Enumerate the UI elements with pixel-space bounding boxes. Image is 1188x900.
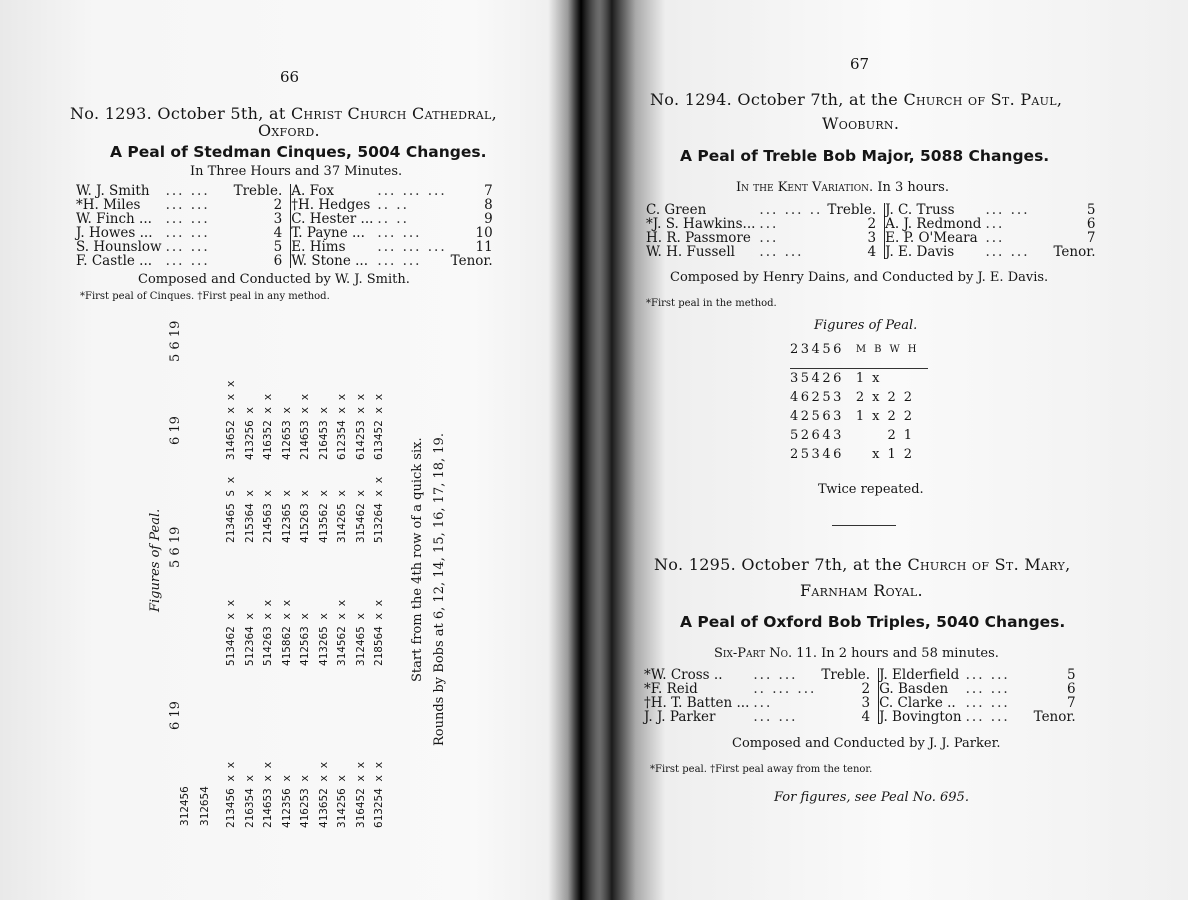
leader-dots: ... ... — [965, 695, 1010, 711]
col-h: H — [907, 344, 917, 355]
figures-row: 216453 x — [316, 407, 330, 460]
col-m: M — [855, 344, 867, 355]
leader-dots: ... ... — [965, 667, 1010, 683]
figures-row: 514263 x x — [261, 599, 274, 666]
leader-dots: ... ... — [165, 211, 210, 227]
part-text: Six-Part No. 11. — [714, 646, 817, 661]
bell-number: 5 — [1086, 202, 1096, 218]
figures-row: 513264 x x — [372, 476, 385, 543]
leader-dots: ... — [759, 216, 779, 232]
ringer-row — [76, 254, 286, 268]
ringer-name: †H. Hedges — [291, 197, 371, 213]
figures-row: 215364 x — [242, 490, 256, 543]
bell-number: 8 — [484, 197, 493, 213]
figures-row: 413256 x — [242, 407, 256, 460]
ringer-name: *W. Cross .. — [644, 667, 723, 683]
peal-title: A Peal of Treble Bob Major, 5088 Changes. — [680, 147, 1050, 165]
ringer-row — [291, 212, 496, 226]
figures-row: 412563 x — [298, 613, 311, 666]
leader-dots: ... ... ... — [377, 239, 447, 255]
figures-row — [786, 426, 916, 445]
ringer-name: *F. Reid — [644, 681, 698, 697]
bell-number: 4 — [861, 709, 871, 725]
page-number: 66 — [280, 68, 300, 86]
figures-cell-h: 2 — [903, 409, 913, 424]
figures-row: 415263 x — [298, 490, 311, 543]
peal-town: Farnham Royal. — [800, 581, 923, 600]
bell-number: 5 — [273, 239, 283, 255]
leader-dots: ... ... — [165, 183, 210, 199]
bell-number: 6 — [1086, 216, 1096, 232]
ringer-row — [646, 231, 880, 245]
figures-row: 314265 x — [335, 490, 348, 543]
figures-table — [786, 340, 920, 464]
ringer-name: J. Elderfield — [879, 667, 960, 683]
ringer-name: S. Hounslow — [76, 239, 162, 255]
ringer-name: A. J. Redmond — [885, 216, 982, 232]
ringer-row — [885, 245, 1099, 259]
bell-number: Treble. — [827, 202, 877, 218]
ringers-table — [76, 184, 501, 268]
figures-label: Figures of Peal. — [814, 318, 918, 333]
bell-number: 7 — [1086, 230, 1096, 246]
figures-row: 216354 x — [242, 775, 256, 828]
ringer-row — [885, 217, 1099, 231]
ringer-row — [879, 696, 1080, 710]
figures-cell-h: 1 — [903, 428, 913, 443]
repeat-note: Twice repeated. — [818, 482, 924, 497]
leader-dots: ... ... — [377, 253, 422, 269]
ringer-name: J. J. Parker — [644, 709, 716, 725]
ringer-name: J. C. Truss — [885, 202, 955, 218]
figures-row: 214563 x — [261, 490, 274, 543]
leader-dots: ... ... — [165, 197, 210, 213]
ringer-name: J. Bovington — [879, 709, 962, 725]
ringer-name: H. R. Passmore — [646, 230, 751, 246]
figures-cell-m: 1 — [855, 371, 865, 386]
figures-row: 412365 x — [279, 490, 293, 543]
figures-row: 413265 x — [316, 613, 330, 666]
figures-cell-m — [852, 426, 868, 445]
ringer-row — [644, 696, 874, 710]
figures-row: 416253 x — [298, 775, 311, 828]
section-divider — [832, 525, 896, 526]
figures-row — [786, 407, 916, 426]
figures-row: 214653 x x — [261, 761, 274, 828]
figures-cell-b: x — [872, 409, 880, 424]
ringer-row — [879, 668, 1080, 682]
leader-dots: ... — [753, 695, 773, 711]
figures-cell-m: 2 — [855, 390, 865, 405]
peal-duration: In Three Hours and 37 Minutes. — [190, 164, 403, 179]
figures-row: 513462 x x — [224, 599, 237, 666]
peal-heading — [650, 90, 1062, 109]
ringer-row — [76, 184, 286, 198]
composer-line: Composed by Henry Dains, and Conducted by J. E. Davis. — [670, 270, 1049, 285]
leader-dots: .. .. — [377, 197, 409, 213]
ringer-name: E. Hims — [291, 239, 346, 255]
figures-row: 612354 x x — [335, 393, 348, 460]
figures-cell-row: 42563 — [790, 409, 844, 424]
ringer-name: F. Castle ... — [76, 253, 153, 269]
figures-header-row-label: 23456 — [790, 342, 844, 357]
peal-title: A Peal of Stedman Cinques, 5004 Changes. — [110, 143, 487, 161]
peal-number: No. 1295. — [654, 555, 737, 574]
bell-number: 4 — [867, 244, 877, 260]
leader-dots: ... ... — [165, 253, 210, 269]
leader-dots: ... ... — [753, 667, 798, 683]
figures-cell-b — [868, 426, 883, 445]
figures-cell-row: 46253 — [790, 390, 844, 405]
ringer-row — [76, 226, 286, 240]
figures-header-row — [786, 340, 920, 359]
composer-line: Composed and Conducted by J. J. Parker. — [732, 736, 1001, 751]
peal-heading — [654, 555, 1070, 574]
figures-row: 415862 x x — [279, 599, 293, 666]
peal-town: Oxford. — [258, 121, 320, 140]
figures-row: 613254 x x — [372, 761, 385, 828]
peal-part — [714, 646, 999, 661]
figures-block-header: 5 6 19 — [168, 526, 183, 568]
bell-number: 3 — [861, 695, 871, 711]
figures-cell-w: 1 — [887, 447, 896, 462]
ringer-row — [879, 710, 1080, 724]
leader-dots: .. .. — [377, 211, 409, 227]
footnote: *First peal in the method. — [646, 298, 777, 309]
figures-row: 413652 x x — [316, 761, 330, 828]
ringer-row — [879, 682, 1080, 696]
bell-number: 6 — [1067, 681, 1076, 697]
ringer-name: J. Howes ... — [76, 225, 153, 241]
rounds-note: Rounds by Bobs at 6, 12, 14, 15, 16, 17, 18, 19. — [432, 433, 447, 746]
ringer-row — [76, 198, 286, 212]
figures-cell-m: 1 — [855, 409, 865, 424]
bell-number: 4 — [273, 225, 283, 241]
figures-cell-h: 2 — [903, 447, 913, 462]
ringer-row — [644, 668, 874, 682]
leader-dots: ... ... — [165, 225, 210, 241]
ringer-row — [291, 184, 496, 198]
ringer-row — [646, 203, 880, 217]
figures-row — [786, 388, 916, 407]
ringer-row — [291, 226, 496, 240]
bell-number: 11 — [475, 239, 493, 255]
figures-cell-m — [852, 445, 868, 464]
bell-number: 2 — [273, 197, 283, 213]
bell-number: 9 — [484, 211, 493, 227]
peal-number: No. 1294. — [650, 90, 733, 109]
duration-text: In 3 hours. — [877, 180, 949, 195]
ringer-row — [76, 240, 286, 254]
figures-row: 314652 x x x — [224, 380, 237, 460]
figures-row: 614253 x x — [353, 393, 367, 460]
book-gutter — [548, 0, 614, 900]
bell-number: Tenor. — [1033, 709, 1076, 725]
peal-date: October 7th, at the — [741, 555, 903, 574]
bell-number: 3 — [273, 211, 283, 227]
peal-place: Church of St. Paul, — [903, 90, 1063, 109]
leader-dots: ... ... — [985, 202, 1030, 218]
bell-number: 2 — [867, 216, 877, 232]
variation-text: In the Kent Variation. — [736, 180, 874, 195]
peal-title: A Peal of Oxford Bob Triples, 5040 Changes. — [680, 613, 1066, 631]
ringer-name: C. Green — [646, 202, 707, 218]
ringer-row — [885, 203, 1099, 217]
ringer-row — [646, 217, 880, 231]
bell-number: 10 — [475, 225, 493, 241]
figures-cell-w: 2 — [887, 409, 896, 424]
bell-number: Tenor. — [450, 253, 493, 269]
leader-dots: ... ... — [165, 239, 210, 255]
leader-dots: ... ... — [965, 709, 1010, 725]
composer-line: Composed and Conducted by W. J. Smith. — [138, 272, 410, 287]
footnote: *First peal of Cinques. †First peal in any method. — [80, 291, 330, 302]
figures-reference: For figures, see Peal No. 695. — [774, 790, 969, 805]
leader-dots: ... — [985, 230, 1005, 246]
figures-cell-row: 52643 — [790, 428, 844, 443]
bell-number: 2 — [861, 681, 871, 697]
figures-cell-h: 2 — [903, 390, 913, 405]
bell-number: Treble. — [233, 183, 283, 199]
figures-block-header: 6 19 — [168, 416, 183, 445]
figures-row: 214653 x x — [298, 393, 311, 460]
ringer-row — [885, 231, 1099, 245]
figures-row — [786, 445, 916, 464]
peal-place: Christ Church Cathedral, — [290, 104, 498, 123]
ringer-row — [291, 254, 496, 268]
bell-number: 7 — [1067, 695, 1076, 711]
figures-cell-row: 25346 — [790, 447, 844, 462]
figures-row: 218564 x x — [372, 599, 385, 666]
ringer-name: W. H. Fussell — [646, 244, 735, 260]
ringer-row — [291, 198, 496, 212]
figures-cell-h — [900, 369, 916, 388]
figures-row: 213456 x x — [224, 761, 237, 828]
bell-number: 6 — [273, 253, 283, 269]
figures-row: 213465 S x — [224, 476, 237, 543]
leader-dots: ... ... — [377, 225, 422, 241]
bell-number: Treble. — [821, 667, 871, 683]
figures-row: 413562 x — [316, 490, 330, 543]
figures-lead-row: 312456 — [178, 786, 191, 826]
leader-dots: .. ... ... — [753, 681, 817, 697]
figures-rule — [790, 368, 928, 369]
figures-row: 314256 x — [335, 775, 348, 828]
leader-dots: ... — [759, 230, 779, 246]
peal-date: October 7th, at the — [737, 90, 899, 109]
bell-number: 3 — [867, 230, 877, 246]
col-b: B — [874, 344, 882, 355]
ringer-name: A. Fox — [291, 183, 334, 199]
figures-row: 416352 x x — [261, 393, 274, 460]
figures-cell-w — [883, 369, 899, 388]
ringer-name: C. Hester ... — [291, 211, 374, 227]
ringer-row — [76, 212, 286, 226]
ringer-row — [644, 710, 874, 724]
ringer-row — [646, 245, 880, 259]
ringer-row — [291, 240, 496, 254]
ringer-name: *H. Miles — [76, 197, 141, 213]
figures-row: 316452 x x — [353, 761, 367, 828]
bell-number: Tenor. — [1053, 244, 1096, 260]
figures-cell-b: x — [872, 447, 880, 462]
figures-row: 512364 x — [242, 613, 256, 666]
col-w: W — [889, 344, 900, 355]
figures-row: 613452 x x — [372, 393, 385, 460]
leader-dots: ... ... — [985, 244, 1030, 260]
figures-row: 312465 x — [353, 613, 367, 666]
figures-row: 315462 x — [353, 490, 367, 543]
figures-cell-row: 35426 — [790, 371, 844, 386]
leader-dots: ... ... — [753, 709, 798, 725]
figures-cell-w: 2 — [887, 428, 896, 443]
figures-label: Figures of Peal. — [148, 508, 163, 612]
figures-lead-row: 312654 — [198, 786, 211, 826]
figures-cell-b: x — [872, 390, 880, 405]
leader-dots: ... — [985, 216, 1005, 232]
ringer-name: *J. S. Hawkins... — [646, 216, 756, 232]
leader-dots: ... ... — [759, 244, 804, 260]
figures-cell-b: x — [872, 371, 880, 386]
figures-row: 412356 x — [279, 775, 293, 828]
duration-text: In 2 hours and 58 minutes. — [821, 646, 999, 661]
figures-row: 314562 x x — [335, 599, 348, 666]
bell-number: 7 — [484, 183, 493, 199]
ringer-name: J. E. Davis — [885, 244, 955, 260]
peal-number: No. 1293. — [70, 104, 153, 123]
start-note: Start from the 4th row of a quick six. — [410, 437, 425, 682]
ringer-name: W. Finch ... — [76, 211, 152, 227]
peal-date: October 5th, at — [157, 104, 286, 123]
leader-dots: ... ... — [965, 681, 1010, 697]
figures-block-header: 5 6 19 — [168, 320, 183, 362]
footnote: *First peal. †First peal away from the tenor. — [650, 764, 873, 775]
peal-place: Church of St. Mary, — [907, 555, 1071, 574]
figures-cell-w: 2 — [887, 390, 896, 405]
leader-dots: ... ... ... — [377, 183, 447, 199]
ringer-name: T. Payne ... — [291, 225, 365, 241]
bell-number: 5 — [1067, 667, 1076, 683]
ringer-name: E. P. O'Meara — [885, 230, 978, 246]
peal-variation — [736, 180, 949, 195]
figures-row — [786, 369, 916, 388]
ringer-name: C. Clarke .. — [879, 695, 956, 711]
figures-row: 412653 x — [279, 407, 293, 460]
ringer-name: G. Basden — [879, 681, 949, 697]
figures-block-header: 6 19 — [168, 701, 183, 730]
page-number: 67 — [850, 55, 870, 73]
ringer-name: †H. T. Batten ... — [644, 695, 750, 711]
ringers-table — [644, 668, 1084, 724]
ringer-name: W. J. Smith — [76, 183, 150, 199]
leader-dots: ... ... .. — [759, 202, 823, 218]
peal-town: Wooburn. — [822, 114, 900, 133]
ringer-row — [644, 682, 874, 696]
ringer-name: W. Stone ... — [291, 253, 369, 269]
ringers-table — [646, 203, 1103, 259]
